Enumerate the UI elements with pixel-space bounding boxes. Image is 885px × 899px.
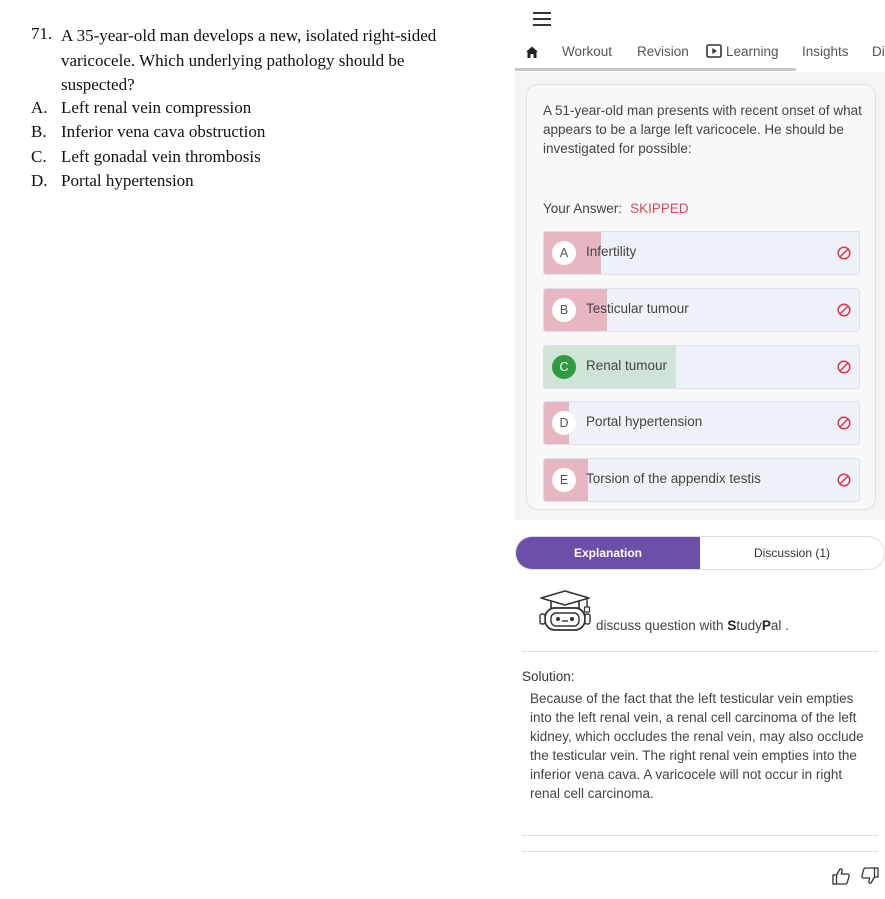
your-answer xyxy=(543,201,689,216)
answer-choice-e[interactable] xyxy=(543,458,860,502)
studypal-tudy: tudy xyxy=(736,618,762,633)
nav-item-more[interactable]: Di xyxy=(872,44,885,59)
nav-item-revision[interactable]: Revision xyxy=(637,44,689,59)
option-text: Left renal vein compression xyxy=(61,98,252,117)
answer-status: SKIPPED xyxy=(630,201,689,216)
option-letter: A. xyxy=(31,98,48,117)
answer-choice-b[interactable] xyxy=(543,288,860,332)
option-text: Left gonadal vein thrombosis xyxy=(61,147,261,166)
solution-text: Because of the fact that the left testicular vein empties into the left renal vein, a renal cell carcinoma of the left kidney, which occludes the renal vein, may also occlude the testicular vein. The right renal vein empties into the inferior vena cava. A varicocele will not occur in right renal cell carcinoma. xyxy=(530,691,864,801)
option-letter: B. xyxy=(31,122,47,141)
choice-text: Portal hypertension xyxy=(586,414,703,429)
divider xyxy=(522,851,878,852)
ban-icon xyxy=(837,473,851,487)
studypal-al: al . xyxy=(770,618,789,633)
thumbs-down-icon[interactable] xyxy=(860,866,880,886)
explanation-tabs xyxy=(515,536,885,570)
nav-item-learning[interactable] xyxy=(706,44,779,59)
choice-text: Torsion of the appendix testis xyxy=(586,471,761,486)
menu-icon[interactable] xyxy=(533,12,551,26)
answer-choice-d[interactable] xyxy=(543,401,860,445)
thumbs-up-icon[interactable] xyxy=(831,866,851,886)
ban-icon xyxy=(837,416,851,430)
option-letter: D. xyxy=(31,171,48,190)
answer-choice-c[interactable] xyxy=(543,345,860,389)
play-square-icon xyxy=(706,44,722,58)
choice-letter-badge: C xyxy=(552,355,576,379)
quiz-question-text: A 51-year-old man presents with recent onset of what appears to be a large left varicocele. He should be investigated for possible: xyxy=(543,103,862,156)
studypal-link[interactable] xyxy=(596,618,789,633)
option-letter: C. xyxy=(31,147,47,166)
studypal-prefix: discuss question with xyxy=(596,618,728,633)
option-text: Inferior vena cava obstruction xyxy=(61,122,266,141)
tab-discussion[interactable]: Discussion (1) xyxy=(753,546,831,560)
top-nav xyxy=(515,36,885,70)
choice-letter-badge: B xyxy=(552,298,576,322)
option-c xyxy=(31,147,261,167)
option-text: Portal hypertension xyxy=(61,171,194,190)
nav-scroll-indicator xyxy=(515,68,796,71)
question-number: 71. xyxy=(31,24,53,43)
tab-explanation[interactable]: Explanation xyxy=(516,537,700,569)
nav-item-workout[interactable]: Workout xyxy=(562,44,613,59)
nav-item-label: Learning xyxy=(726,44,779,59)
answer-choice-a[interactable] xyxy=(543,231,860,275)
question-card xyxy=(526,84,876,510)
studypal-p: P xyxy=(761,618,771,633)
choice-text: Infertility xyxy=(586,244,637,259)
choice-letter-badge: D xyxy=(552,411,576,435)
divider xyxy=(522,651,878,652)
ban-icon xyxy=(837,303,851,317)
question-text: A 35-year-old man develops a new, isolated right-sided varicocele. Which underlying pathology should be suspected? xyxy=(61,26,437,94)
solution-label: Solution: xyxy=(522,669,575,684)
app-pane xyxy=(515,0,885,899)
option-d xyxy=(31,171,194,191)
choice-letter-badge: A xyxy=(552,241,576,265)
option-a xyxy=(31,98,251,118)
studypal-s: S xyxy=(727,618,737,633)
robot-graduate-icon xyxy=(537,588,593,634)
nav-item-insights[interactable]: Insights xyxy=(802,44,849,59)
choice-text: Testicular tumour xyxy=(586,301,689,316)
option-b xyxy=(31,122,265,142)
ban-icon xyxy=(837,246,851,260)
home-icon[interactable] xyxy=(524,44,540,60)
choice-text: Renal tumour xyxy=(586,358,668,373)
divider xyxy=(522,835,878,836)
answer-label: Your Answer: xyxy=(543,201,623,216)
ban-icon xyxy=(837,360,851,374)
choice-letter-badge: E xyxy=(552,468,576,492)
